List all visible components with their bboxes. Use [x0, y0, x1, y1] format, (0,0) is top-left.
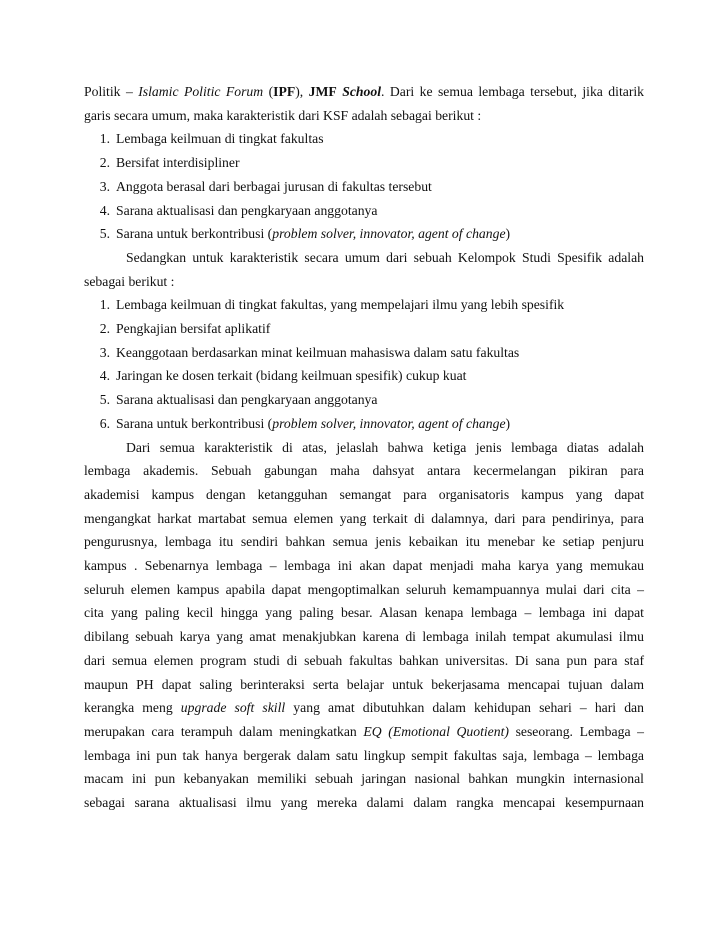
bold-run: IPF: [273, 84, 296, 99]
text-run: ),: [295, 84, 309, 99]
para3-line: cita yang paling kecil hingga yang paling besar. Alasan kenapa lembaga – lembaga ini dapat: [84, 605, 644, 621]
list-item: 4. Jaringan ke dosen terkait (bidang keilmuan spesifik) cukup kuat: [99, 368, 467, 384]
text-run: (: [263, 84, 274, 99]
para3-line: mengangkat harkat martabat semua elemen yang terkait di dalamnya, dari para pendirinya, para: [84, 510, 644, 526]
para3-line: kampus . Sebenarnya lembaga – lembaga ini akan dapat menjadi maha karya yang memukau: [84, 558, 644, 574]
list-item: 2. Pengkajian bersifat aplikatif: [99, 321, 271, 337]
para3-line: dibilang sebuah karya yang amat menakjubkan karena di lembaga inilah tempat akumulasi ilmu: [84, 629, 644, 645]
para3-line: Dari semua karakteristik di atas, jelaslah bahwa ketiga jenis lembaga diatas adalah: [126, 439, 644, 455]
text-run: Politik –: [84, 84, 139, 99]
list-item: 5. Sarana untuk berkontribusi (problem solver, innovator, agent of change): [99, 226, 511, 242]
para3-line: dari semua elemen program studi di sebuah fakultas bahkan universitas. Di sana pun para staf: [84, 652, 644, 668]
italic-run: Islamic Politic Forum: [138, 84, 264, 99]
italic-run: EQ (Emotional Quotient): [363, 723, 509, 739]
para3-line: maupun PH dapat saling berinteraksi serta belajar untuk bekerjasama mencapai tujuan dalam: [84, 676, 644, 692]
list-item: 5. Sarana aktualisasi dan pengkaryaan anggotanya: [99, 392, 378, 408]
list-item: 3. Keanggotaan berdasarkan minat keilmuan mahasiswa dalam satu fakultas: [99, 344, 520, 360]
para3-line: seluruh elemen kampus apabila dapat mengoptimalkan seluruh kemampuannya mulai dari cita –: [84, 581, 644, 597]
para3-line: pengurusnya, lembaga itu sendiri bahkan semua jenis kebaikan itu menebar ke setiap penjuru: [84, 534, 644, 550]
para3-line: merupakan cara terampuh dalam meningkatkan EQ (Emotional Quotient) seseorang. Lembaga –: [84, 723, 644, 739]
bold-run: JMF: [308, 84, 337, 99]
bold-italic-run: School: [342, 84, 381, 99]
intro-line-1: [84, 80, 644, 104]
italic-run: upgrade soft skill: [180, 700, 286, 716]
para3-line: kerangka meng upgrade soft skill yang amat dibutuhkan dalam kehidupan sehari – hari dan: [84, 700, 644, 716]
list-item: 1. Lembaga keilmuan di tingkat fakultas: [99, 131, 324, 147]
para3-line: lembaga akademis. Sebuah gabungan maha dahsyat antara kecermelangan pikiran para: [84, 463, 644, 479]
list-item: 3. Anggota berasal dari berbagai jurusan di fakultas tersebut: [99, 178, 432, 194]
para3-line: lembaga ini pun tak hanya bergerak dalam satu lingkup sempit fakultas saja, lembaga – lembaga: [84, 747, 644, 763]
kss-characteristics-list: [84, 293, 644, 435]
para3-line: sebagai sarana aktualisasi ilmu yang mereka dalami dalam rangka mencapai kesempurnaan: [84, 795, 644, 811]
para3-line: macam ini pun kebanyakan memiliki sebuah jaringan nasional bahkan mungkin internasional: [84, 771, 644, 787]
list-item: 2. Bersifat interdisipliner: [99, 155, 240, 171]
para3-line: akademisi kampus dengan ketangguhan semangat para organisatoris kampus yang dapat: [84, 486, 644, 502]
text-run: . Dari ke semua lembaga tersebut, jika ditarik: [381, 84, 645, 99]
document-page: [84, 80, 644, 815]
ksf-characteristics-list: [84, 127, 644, 246]
intro-line-2: garis secara umum, maka karakteristik dari KSF adalah sebagai berikut :: [84, 107, 482, 123]
para2-line-2: sebagai berikut :: [84, 273, 175, 289]
list-item: 1. Lembaga keilmuan di tingkat fakultas, yang mempelajari ilmu yang lebih spesifik: [99, 297, 565, 313]
list-item: 4. Sarana aktualisasi dan pengkaryaan anggotanya: [99, 202, 378, 218]
list-item: 6. Sarana untuk berkontribusi (problem solver, innovator, agent of change): [99, 415, 511, 431]
para2-line-1: Sedangkan untuk karakteristik secara umum dari sebuah Kelompok Studi Spesifik adalah: [126, 249, 644, 265]
